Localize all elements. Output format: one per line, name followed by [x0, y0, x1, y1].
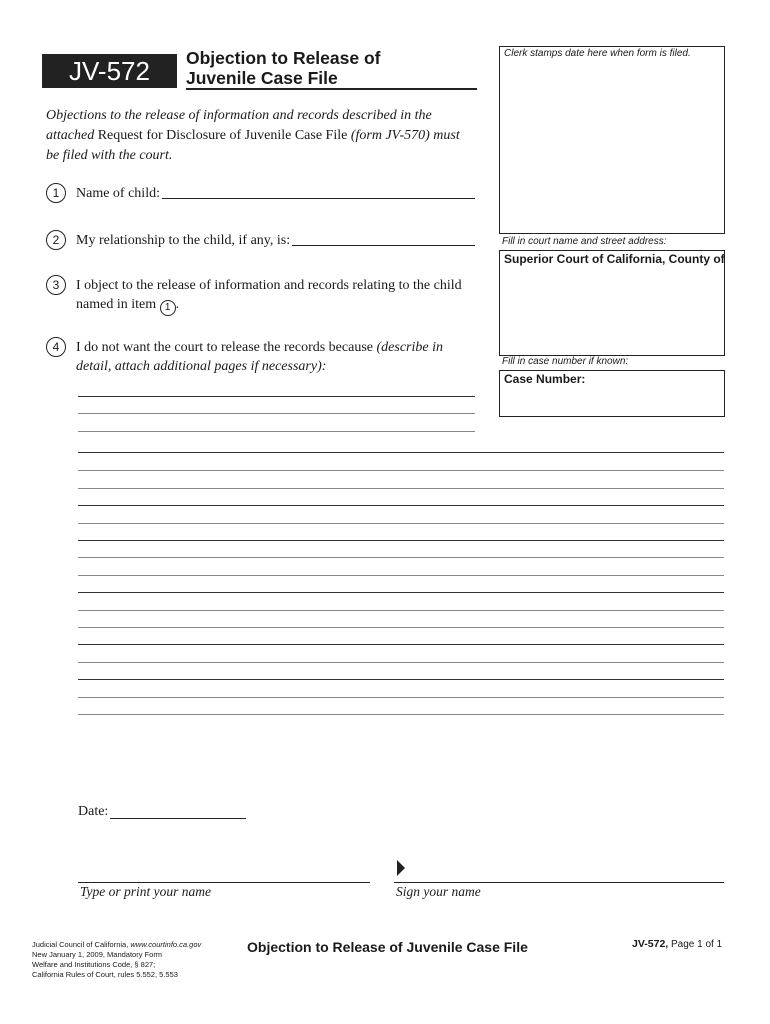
- explanation-line[interactable]: [78, 644, 724, 645]
- item-number-2: 2: [46, 230, 66, 250]
- explanation-line[interactable]: [78, 488, 724, 489]
- item3-text-b: named in item: [76, 297, 157, 312]
- date-field[interactable]: [110, 818, 246, 819]
- explanation-line[interactable]: [78, 431, 475, 432]
- court-label: Superior Court of California, County of: [504, 252, 725, 266]
- date-label: Date:: [78, 804, 109, 819]
- explanation-line[interactable]: [78, 505, 724, 506]
- intro-paragraph: [46, 106, 471, 166]
- printed-name-field[interactable]: [78, 882, 370, 883]
- item-number-4: 4: [46, 337, 66, 357]
- explanation-line[interactable]: [78, 627, 724, 628]
- footer-line2: New January 1, 2009, Mandatory Form: [32, 950, 163, 959]
- clerk-stamp-note: Clerk stamps date here when form is filed.: [504, 48, 691, 59]
- footer-line4: California Rules of Court, rules 5.552, 5.553: [32, 970, 178, 979]
- explanation-line[interactable]: [78, 714, 724, 715]
- printed-name-caption: Type or print your name: [80, 884, 211, 899]
- item3-text-a: I object to the release of information and records relating to the child: [76, 278, 462, 293]
- footer-page-text: Page 1 of 1: [668, 939, 723, 950]
- explanation-line[interactable]: [78, 413, 475, 414]
- court-hint: Fill in court name and street address:: [502, 236, 667, 247]
- intro-part3: (form JV-570) must be filed with the court.: [46, 128, 460, 163]
- form-number-badge: JV-572: [42, 54, 177, 88]
- clerk-stamp-box: [499, 46, 725, 234]
- intro-part2: Request for Disclosure of Juvenile Case File: [94, 128, 351, 143]
- item-number-1: 1: [46, 183, 66, 203]
- title-rule: [186, 88, 477, 90]
- footer-page-number: [632, 938, 722, 950]
- intro-part1: Objections to the release of information and records described in the attached: [46, 108, 432, 143]
- signature-field[interactable]: [394, 882, 724, 883]
- case-number-hint: Fill in case number if known:: [502, 356, 629, 367]
- item2-label: My relationship to the child, if any, is:: [76, 233, 291, 248]
- sign-here-arrow-icon: [397, 860, 405, 876]
- form-title-line2: Juvenile Case File: [186, 68, 338, 88]
- explanation-line[interactable]: [78, 679, 724, 680]
- form-title-line1: Objection to Release of: [186, 48, 381, 68]
- item3-text-c: .: [175, 297, 180, 312]
- signature-caption: Sign your name: [396, 884, 481, 899]
- explanation-line[interactable]: [78, 523, 724, 524]
- relationship-field[interactable]: [292, 245, 475, 246]
- footer-form-id: JV-572,: [632, 938, 669, 950]
- explanation-line[interactable]: [78, 575, 724, 576]
- item-reference-1: 1: [160, 300, 176, 316]
- form-title: [186, 48, 380, 88]
- case-number-label: Case Number:: [504, 372, 586, 386]
- item-number-3: 3: [46, 275, 66, 295]
- explanation-line[interactable]: [78, 540, 724, 541]
- explanation-line[interactable]: [78, 470, 724, 471]
- explanation-line[interactable]: [78, 697, 724, 698]
- footer-line3: Welfare and Institutions Code, § 827;: [32, 960, 156, 969]
- explanation-line[interactable]: [78, 396, 475, 397]
- item4-instructions: (describe in detail, attach additional pages if necessary):: [76, 340, 443, 374]
- explanation-line[interactable]: [78, 610, 724, 611]
- item3-text: [76, 276, 476, 316]
- item4-label: I do not want the court to release the records because: [76, 340, 377, 355]
- explanation-line[interactable]: [78, 452, 724, 453]
- item1-label: Name of child:: [76, 186, 160, 201]
- footer-council: Judicial Council of California,: [32, 940, 131, 949]
- explanation-line[interactable]: [78, 662, 724, 663]
- footer-form-title: Objection to Release of Juvenile Case File: [247, 939, 528, 955]
- footer-website: www.courtinfo.ca.gov: [130, 940, 202, 949]
- explanation-line[interactable]: [78, 557, 724, 558]
- explanation-line[interactable]: [78, 592, 724, 593]
- footer-citation: [32, 940, 201, 980]
- item4-text: [76, 338, 481, 376]
- child-name-field[interactable]: [162, 198, 475, 199]
